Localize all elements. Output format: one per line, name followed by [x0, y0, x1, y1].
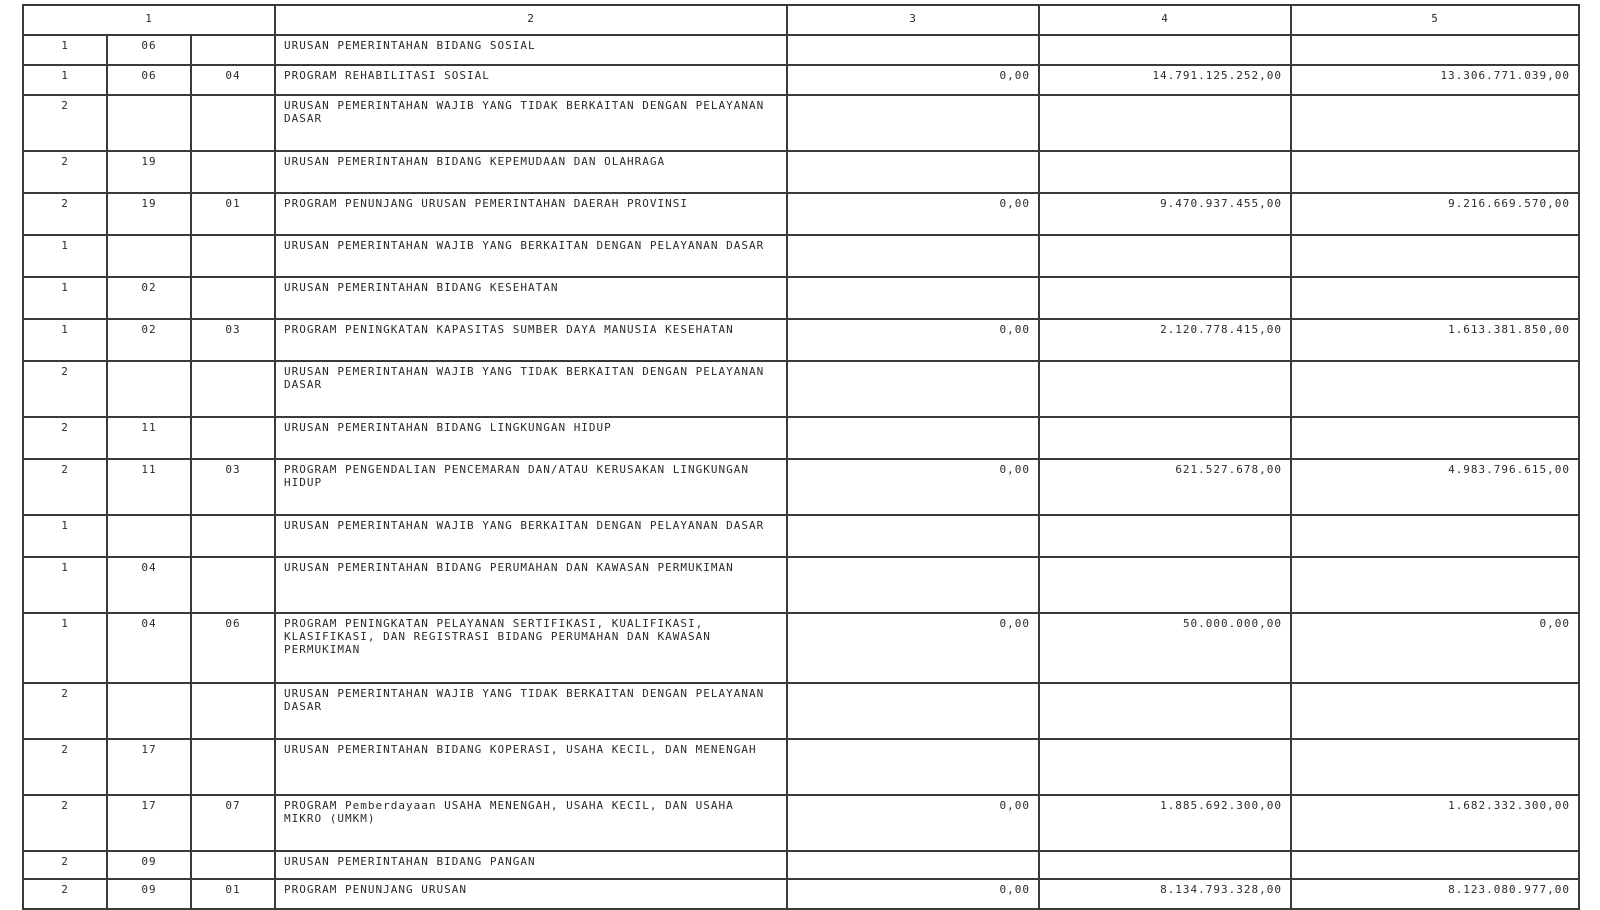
cell-value-col5: 1.613.381.850,00 [1291, 319, 1579, 361]
cell-code-bidang: 09 [107, 851, 191, 879]
cell-value-col5: 4.983.796.615,00 [1291, 459, 1579, 515]
cell-value-col4: 14.791.125.252,00 [1039, 65, 1291, 95]
cell-value-col5: 8.123.080.977,00 [1291, 879, 1579, 909]
cell-value-col4 [1039, 95, 1291, 151]
table-row [23, 557, 1579, 613]
cell-description: URUSAN PEMERINTAHAN WAJIB YANG BERKAITAN DENGAN PELAYANAN DASAR [275, 235, 787, 277]
cell-value-col5: 13.306.771.039,00 [1291, 65, 1579, 95]
table-row [23, 851, 1579, 879]
cell-value-col3: 0,00 [787, 193, 1039, 235]
cell-value-col3 [787, 235, 1039, 277]
cell-code-urusan: 2 [23, 361, 107, 417]
cell-code-urusan: 1 [23, 235, 107, 277]
cell-value-col5 [1291, 739, 1579, 795]
cell-description: URUSAN PEMERINTAHAN BIDANG PANGAN [275, 851, 787, 879]
cell-value-col3 [787, 35, 1039, 65]
cell-value-col4 [1039, 151, 1291, 193]
cell-value-col5 [1291, 95, 1579, 151]
cell-value-col3 [787, 683, 1039, 739]
cell-value-col4 [1039, 277, 1291, 319]
cell-value-col4 [1039, 35, 1291, 65]
cell-value-col3 [787, 851, 1039, 879]
cell-code-urusan: 2 [23, 851, 107, 879]
cell-description: URUSAN PEMERINTAHAN BIDANG PERUMAHAN DAN KAWASAN PERMUKIMAN [275, 557, 787, 613]
cell-value-col3: 0,00 [787, 319, 1039, 361]
cell-value-col4 [1039, 361, 1291, 417]
cell-code-bidang: 09 [107, 879, 191, 909]
cell-code-program [191, 35, 275, 65]
cell-value-col4 [1039, 557, 1291, 613]
cell-code-urusan: 2 [23, 683, 107, 739]
cell-code-urusan: 1 [23, 35, 107, 65]
cell-code-program: 04 [191, 65, 275, 95]
cell-value-col3 [787, 515, 1039, 557]
table-row [23, 35, 1579, 65]
cell-description: PROGRAM PENGENDALIAN PENCEMARAN DAN/ATAU KERUSAKAN LINGKUNGAN HIDUP [275, 459, 787, 515]
cell-description: PROGRAM PENUNJANG URUSAN PEMERINTAHAN DAERAH PROVINSI [275, 193, 787, 235]
cell-code-program [191, 683, 275, 739]
cell-code-bidang [107, 235, 191, 277]
table-row [23, 277, 1579, 319]
cell-code-urusan: 1 [23, 319, 107, 361]
table-row [23, 95, 1579, 151]
header-col-3: 3 [787, 5, 1039, 35]
cell-code-program [191, 95, 275, 151]
cell-description: PROGRAM PENUNJANG URUSAN [275, 879, 787, 909]
cell-description: URUSAN PEMERINTAHAN BIDANG SOSIAL [275, 35, 787, 65]
table-row [23, 459, 1579, 515]
cell-value-col5: 0,00 [1291, 613, 1579, 683]
header-row [23, 5, 1579, 35]
cell-description: URUSAN PEMERINTAHAN BIDANG KESEHATAN [275, 277, 787, 319]
cell-code-bidang [107, 361, 191, 417]
cell-code-urusan: 1 [23, 65, 107, 95]
cell-code-bidang: 06 [107, 35, 191, 65]
cell-code-urusan: 1 [23, 613, 107, 683]
cell-value-col5 [1291, 515, 1579, 557]
cell-code-bidang: 02 [107, 319, 191, 361]
cell-code-urusan: 1 [23, 515, 107, 557]
cell-code-urusan: 2 [23, 95, 107, 151]
table-row [23, 319, 1579, 361]
cell-code-bidang [107, 515, 191, 557]
cell-code-urusan: 2 [23, 459, 107, 515]
cell-description: URUSAN PEMERINTAHAN WAJIB YANG TIDAK BERKAITAN DENGAN PELAYANAN DASAR [275, 683, 787, 739]
cell-value-col4 [1039, 515, 1291, 557]
budget-sheet [22, 4, 1578, 910]
cell-description: URUSAN PEMERINTAHAN WAJIB YANG BERKAITAN DENGAN PELAYANAN DASAR [275, 515, 787, 557]
cell-code-urusan: 2 [23, 151, 107, 193]
cell-description: PROGRAM PENINGKATAN KAPASITAS SUMBER DAYA MANUSIA KESEHATAN [275, 319, 787, 361]
cell-code-urusan: 2 [23, 795, 107, 851]
cell-value-col3: 0,00 [787, 795, 1039, 851]
cell-description: URUSAN PEMERINTAHAN BIDANG KOPERASI, USAHA KECIL, DAN MENENGAH [275, 739, 787, 795]
cell-value-col3 [787, 739, 1039, 795]
table-row [23, 515, 1579, 557]
cell-code-bidang: 06 [107, 65, 191, 95]
cell-value-col3: 0,00 [787, 613, 1039, 683]
cell-code-program [191, 515, 275, 557]
cell-value-col4: 2.120.778.415,00 [1039, 319, 1291, 361]
cell-description: URUSAN PEMERINTAHAN WAJIB YANG TIDAK BERKAITAN DENGAN PELAYANAN DASAR [275, 361, 787, 417]
cell-code-bidang [107, 95, 191, 151]
table-row [23, 795, 1579, 851]
cell-code-program [191, 361, 275, 417]
cell-value-col4: 621.527.678,00 [1039, 459, 1291, 515]
cell-value-col5 [1291, 557, 1579, 613]
budget-table [22, 4, 1580, 910]
cell-code-program [191, 851, 275, 879]
cell-value-col4 [1039, 739, 1291, 795]
table-row [23, 235, 1579, 277]
cell-code-bidang [107, 683, 191, 739]
cell-code-program: 06 [191, 613, 275, 683]
cell-description: URUSAN PEMERINTAHAN BIDANG LINGKUNGAN HIDUP [275, 417, 787, 459]
cell-code-urusan: 2 [23, 739, 107, 795]
cell-description: PROGRAM REHABILITASI SOSIAL [275, 65, 787, 95]
cell-value-col3 [787, 361, 1039, 417]
cell-description: PROGRAM Pemberdayaan USAHA MENENGAH, USAHA KECIL, DAN USAHA MIKRO (UMKM) [275, 795, 787, 851]
cell-code-bidang: 04 [107, 557, 191, 613]
cell-value-col4 [1039, 417, 1291, 459]
cell-value-col5 [1291, 851, 1579, 879]
table-row [23, 613, 1579, 683]
cell-value-col4 [1039, 851, 1291, 879]
cell-code-program [191, 739, 275, 795]
cell-value-col5 [1291, 35, 1579, 65]
cell-code-urusan: 2 [23, 879, 107, 909]
cell-value-col5 [1291, 277, 1579, 319]
cell-value-col4: 9.470.937.455,00 [1039, 193, 1291, 235]
cell-value-col3: 0,00 [787, 65, 1039, 95]
cell-code-program [191, 235, 275, 277]
cell-value-col5 [1291, 417, 1579, 459]
cell-value-col3 [787, 417, 1039, 459]
cell-code-bidang: 04 [107, 613, 191, 683]
cell-code-urusan: 1 [23, 277, 107, 319]
cell-value-col3 [787, 277, 1039, 319]
cell-value-col5: 9.216.669.570,00 [1291, 193, 1579, 235]
cell-value-col5: 1.682.332.300,00 [1291, 795, 1579, 851]
cell-value-col3: 0,00 [787, 459, 1039, 515]
table-row [23, 193, 1579, 235]
cell-description: URUSAN PEMERINTAHAN BIDANG KEPEMUDAAN DAN OLAHRAGA [275, 151, 787, 193]
cell-code-bidang: 17 [107, 739, 191, 795]
cell-value-col3 [787, 151, 1039, 193]
cell-value-col5 [1291, 361, 1579, 417]
table-row [23, 361, 1579, 417]
cell-value-col3: 0,00 [787, 879, 1039, 909]
cell-description: URUSAN PEMERINTAHAN WAJIB YANG TIDAK BERKAITAN DENGAN PELAYANAN DASAR [275, 95, 787, 151]
cell-code-program [191, 557, 275, 613]
cell-value-col4 [1039, 683, 1291, 739]
table-row [23, 739, 1579, 795]
header-col-1: 1 [23, 5, 275, 35]
cell-code-bidang: 17 [107, 795, 191, 851]
cell-value-col5 [1291, 151, 1579, 193]
cell-value-col4: 1.885.692.300,00 [1039, 795, 1291, 851]
cell-code-bidang: 11 [107, 417, 191, 459]
cell-code-bidang: 11 [107, 459, 191, 515]
cell-code-program: 03 [191, 459, 275, 515]
cell-code-bidang: 19 [107, 193, 191, 235]
cell-value-col4 [1039, 235, 1291, 277]
cell-code-program [191, 151, 275, 193]
cell-code-program: 03 [191, 319, 275, 361]
cell-code-bidang: 02 [107, 277, 191, 319]
table-row [23, 879, 1579, 909]
cell-value-col5 [1291, 235, 1579, 277]
cell-value-col4: 50.000.000,00 [1039, 613, 1291, 683]
header-col-5: 5 [1291, 5, 1579, 35]
cell-value-col3 [787, 95, 1039, 151]
cell-code-urusan: 1 [23, 557, 107, 613]
cell-code-urusan: 2 [23, 193, 107, 235]
cell-value-col5 [1291, 683, 1579, 739]
table-row [23, 65, 1579, 95]
cell-code-program [191, 417, 275, 459]
table-row [23, 417, 1579, 459]
cell-code-program: 01 [191, 879, 275, 909]
cell-description: PROGRAM PENINGKATAN PELAYANAN SERTIFIKASI, KUALIFIKASI, KLASIFIKASI, DAN REGISTRASI BIDANG PERUMAHAN DAN KAWASAN PERMUKIMAN [275, 613, 787, 683]
cell-code-bidang: 19 [107, 151, 191, 193]
table-body [23, 35, 1579, 909]
cell-code-program [191, 277, 275, 319]
cell-value-col3 [787, 557, 1039, 613]
table-row [23, 683, 1579, 739]
cell-value-col4: 8.134.793.328,00 [1039, 879, 1291, 909]
cell-code-program: 01 [191, 193, 275, 235]
cell-code-program: 07 [191, 795, 275, 851]
header-col-2: 2 [275, 5, 787, 35]
cell-code-urusan: 2 [23, 417, 107, 459]
header-col-4: 4 [1039, 5, 1291, 35]
table-row [23, 151, 1579, 193]
